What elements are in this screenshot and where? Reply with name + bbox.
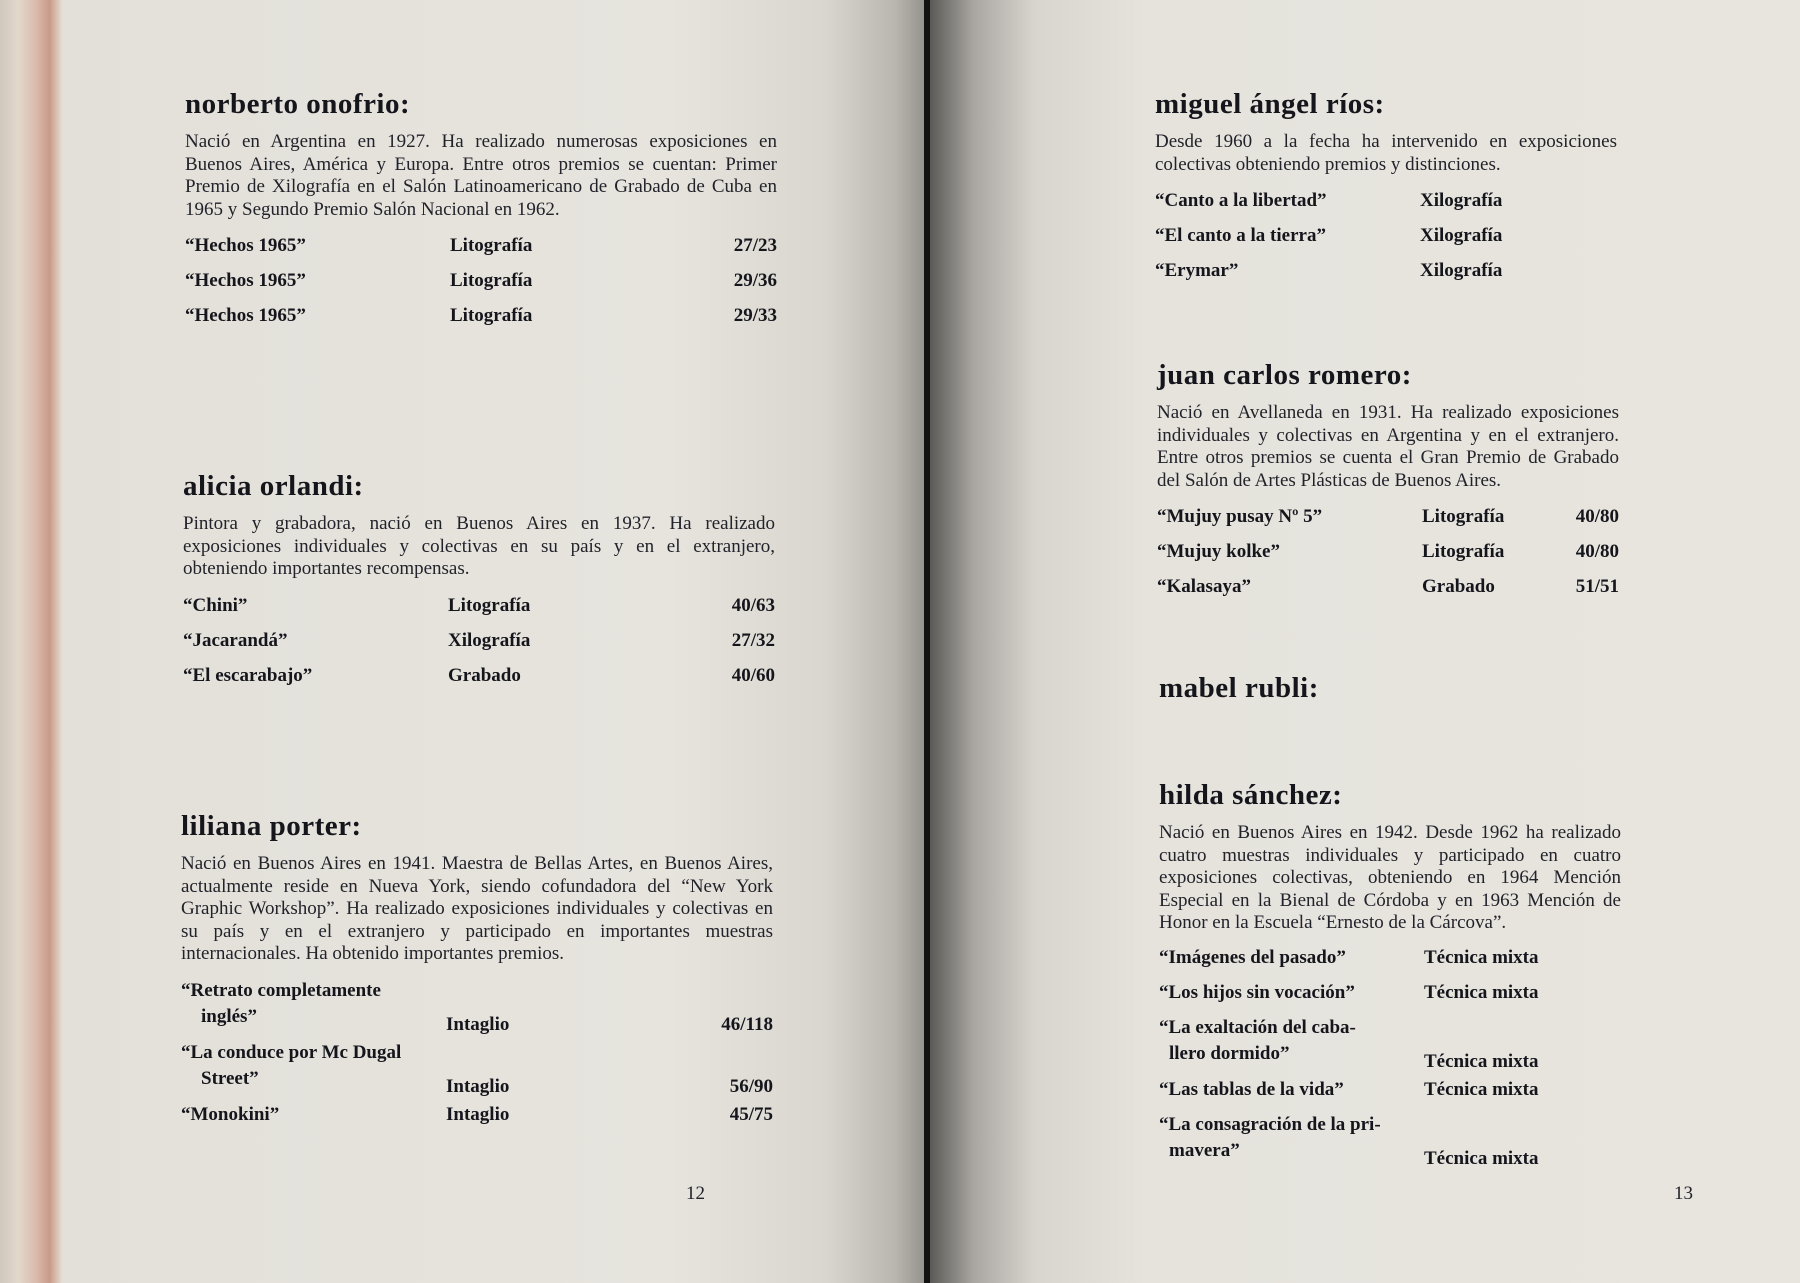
work-edition: 56/90 <box>729 1075 773 1097</box>
work-row <box>185 266 777 301</box>
work-title-line: “La consagración de la pri- <box>1159 1113 1381 1135</box>
work-row <box>181 1100 773 1135</box>
artist-bio: Pintora y grabadora, nació en Buenos Aires en 1937. Ha realizado exposiciones individuales y colectivas en su país y en el extranjero, obteniendo importantes recompensas. <box>183 513 775 579</box>
work-title: “Canto a la libertad” <box>1155 190 1327 211</box>
artist-section-onofrio <box>185 88 777 336</box>
artist-name: alicia orlandi: <box>183 470 364 502</box>
work-technique: Xilografía <box>1420 190 1503 211</box>
work-title <box>181 976 446 1038</box>
work-title: “Mujuy pusay Nº 5” <box>1157 506 1323 527</box>
work-technique: Intaglio <box>446 1013 510 1035</box>
work-row <box>1157 502 1619 537</box>
work-title-line: Street” <box>201 1067 259 1089</box>
work-row <box>183 626 775 661</box>
works-table <box>1157 502 1619 607</box>
work-technique: Litografía <box>450 305 533 326</box>
work-technique: Xilografía <box>448 629 531 651</box>
work-row <box>1159 943 1579 978</box>
artist-name: norberto onofrio: <box>185 88 411 120</box>
book-edge <box>0 0 62 1283</box>
work-technique: Grabado <box>1422 576 1495 597</box>
work-title <box>1159 1110 1424 1172</box>
artist-section-orlandi <box>183 470 775 696</box>
artist-name: mabel rubli: <box>1159 672 1319 704</box>
work-title: “Erymar” <box>1155 260 1239 281</box>
artist-bio: Nació en Avellaneda en 1931. Ha realizado exposiciones individuales y colectivas en Argentina y en el extranjero. Entre otros premios se cuenta el Gran Premio de Grabado del Salón de Artes Plásticas de Buenos Aires. <box>1157 402 1619 491</box>
work-edition: 51/51 <box>1575 576 1619 597</box>
work-title-line: “La exaltación del caba- <box>1159 1016 1356 1038</box>
work-row <box>181 1038 773 1100</box>
work-edition: 40/80 <box>1575 506 1619 527</box>
work-technique: Grabado <box>448 664 521 686</box>
work-title-line: llero dormido” <box>1169 1042 1290 1064</box>
work-edition: 40/63 <box>731 594 775 616</box>
work-row <box>1159 1075 1579 1110</box>
work-edition: 27/32 <box>731 629 775 651</box>
artist-section-rios <box>1155 88 1617 291</box>
work-edition: 29/33 <box>733 305 777 326</box>
artist-section-romero <box>1157 359 1619 607</box>
work-row <box>185 301 777 336</box>
work-technique: Técnica mixta <box>1424 1147 1539 1169</box>
work-technique: Técnica mixta <box>1424 1078 1539 1100</box>
work-technique: Litografía <box>1422 541 1505 562</box>
work-technique: Litografía <box>450 270 533 291</box>
work-title <box>1159 1013 1424 1075</box>
work-technique: Técnica mixta <box>1424 946 1539 968</box>
left-page <box>62 0 930 1283</box>
work-row <box>1159 978 1579 1013</box>
work-title: “Kalasaya” <box>1157 576 1251 597</box>
artist-bio: Desde 1960 a la fecha ha intervenido en exposiciones colectivas obteniendo premios y distinciones. <box>1155 131 1617 175</box>
work-row <box>1157 572 1619 607</box>
work-edition: 46/118 <box>721 1013 773 1035</box>
work-technique: Técnica mixta <box>1424 981 1539 1003</box>
work-edition: 27/23 <box>733 235 777 256</box>
artist-section-porter <box>181 810 773 1135</box>
work-row <box>181 976 773 1038</box>
works-table <box>1159 943 1579 1172</box>
work-title-line: “La conduce por Mc Dugal <box>181 1041 402 1063</box>
page-number: 12 <box>686 1183 705 1204</box>
work-title: “Imágenes del pasado” <box>1159 946 1346 968</box>
work-title: “El canto a la tierra” <box>1155 225 1326 246</box>
work-title: “Las tablas de la vida” <box>1159 1078 1344 1100</box>
work-title-line: inglés” <box>201 1005 257 1027</box>
work-row <box>183 661 775 696</box>
work-edition: 40/60 <box>731 664 775 686</box>
work-technique: Xilografía <box>1420 260 1503 281</box>
artist-name: juan carlos romero: <box>1157 359 1412 391</box>
work-title: “El escarabajo” <box>183 664 313 686</box>
artist-bio: Nació en Argentina en 1927. Ha realizado numerosas exposiciones en Buenos Aires, América y Europa. Entre otros premios se cuentan: Primer Premio de Xilografía en el Salón Latinoamericano de Grabado de Cuba en 1965 y Segundo Premio Salón Nacional en 1962. <box>185 131 777 220</box>
work-technique: Xilografía <box>1420 225 1503 246</box>
work-row <box>1155 186 1555 221</box>
works-table <box>1155 186 1555 291</box>
work-edition: 29/36 <box>733 270 777 291</box>
work-title: “Los hijos sin vocación” <box>1159 981 1355 1003</box>
work-technique: Intaglio <box>446 1075 510 1097</box>
work-technique: Litografía <box>450 235 533 256</box>
work-title-line: “Retrato completamente <box>181 979 381 1001</box>
works-table <box>185 231 777 336</box>
work-row <box>1155 256 1555 291</box>
work-title: “Monokini” <box>181 1103 280 1125</box>
page-number: 13 <box>1674 1183 1693 1204</box>
work-technique: Litografía <box>1422 506 1505 527</box>
artist-bio: Nació en Buenos Aires en 1942. Desde 1962 ha realizado cuatro muestras individuales y participado en cuatro exposiciones colectivas, obteniendo en 1964 Mención Especial en la Bienal de Córdoba y en 1963 Mención de Honor en la Escuela “Ernesto de la Cárcova”. <box>1159 822 1621 933</box>
work-row <box>1159 1013 1579 1075</box>
work-technique: Litografía <box>448 594 531 616</box>
work-title: “Mujuy kolke” <box>1157 541 1280 562</box>
work-title: “Hechos 1965” <box>185 305 306 326</box>
work-technique: Técnica mixta <box>1424 1050 1539 1072</box>
artist-section-sanchez <box>1159 779 1621 1172</box>
work-row <box>1157 537 1619 572</box>
artist-section-rubli <box>1159 672 1621 705</box>
work-row <box>1159 1110 1579 1172</box>
work-edition: 40/80 <box>1575 541 1619 562</box>
work-title: “Hechos 1965” <box>185 235 306 256</box>
work-title: “Hechos 1965” <box>185 270 306 291</box>
work-row <box>185 231 777 266</box>
works-table <box>181 976 773 1135</box>
work-row <box>183 591 775 626</box>
artist-name: miguel ángel ríos: <box>1155 88 1385 120</box>
artist-name: liliana porter: <box>181 810 362 842</box>
work-edition: 45/75 <box>729 1103 773 1125</box>
work-title <box>181 1038 446 1100</box>
work-title: “Jacarandá” <box>183 629 288 651</box>
work-title-line: mavera” <box>1169 1139 1240 1161</box>
artist-bio: Nació en Buenos Aires en 1941. Maestra de Bellas Artes, en Buenos Aires, actualmente reside en Nueva York, siendo cofundadora del “New York Graphic Workshop”. Ha realizado exposiciones individuales y colectivas en su país y en el extranjero y participado en importantes muestras internacionales. Ha obtenido importantes premios. <box>181 853 773 964</box>
works-table <box>183 591 775 696</box>
work-row <box>1155 221 1555 256</box>
work-title: “Chini” <box>183 594 248 616</box>
artist-name: hilda sánchez: <box>1159 779 1343 811</box>
work-technique: Intaglio <box>446 1103 510 1125</box>
right-page <box>930 0 1800 1283</box>
